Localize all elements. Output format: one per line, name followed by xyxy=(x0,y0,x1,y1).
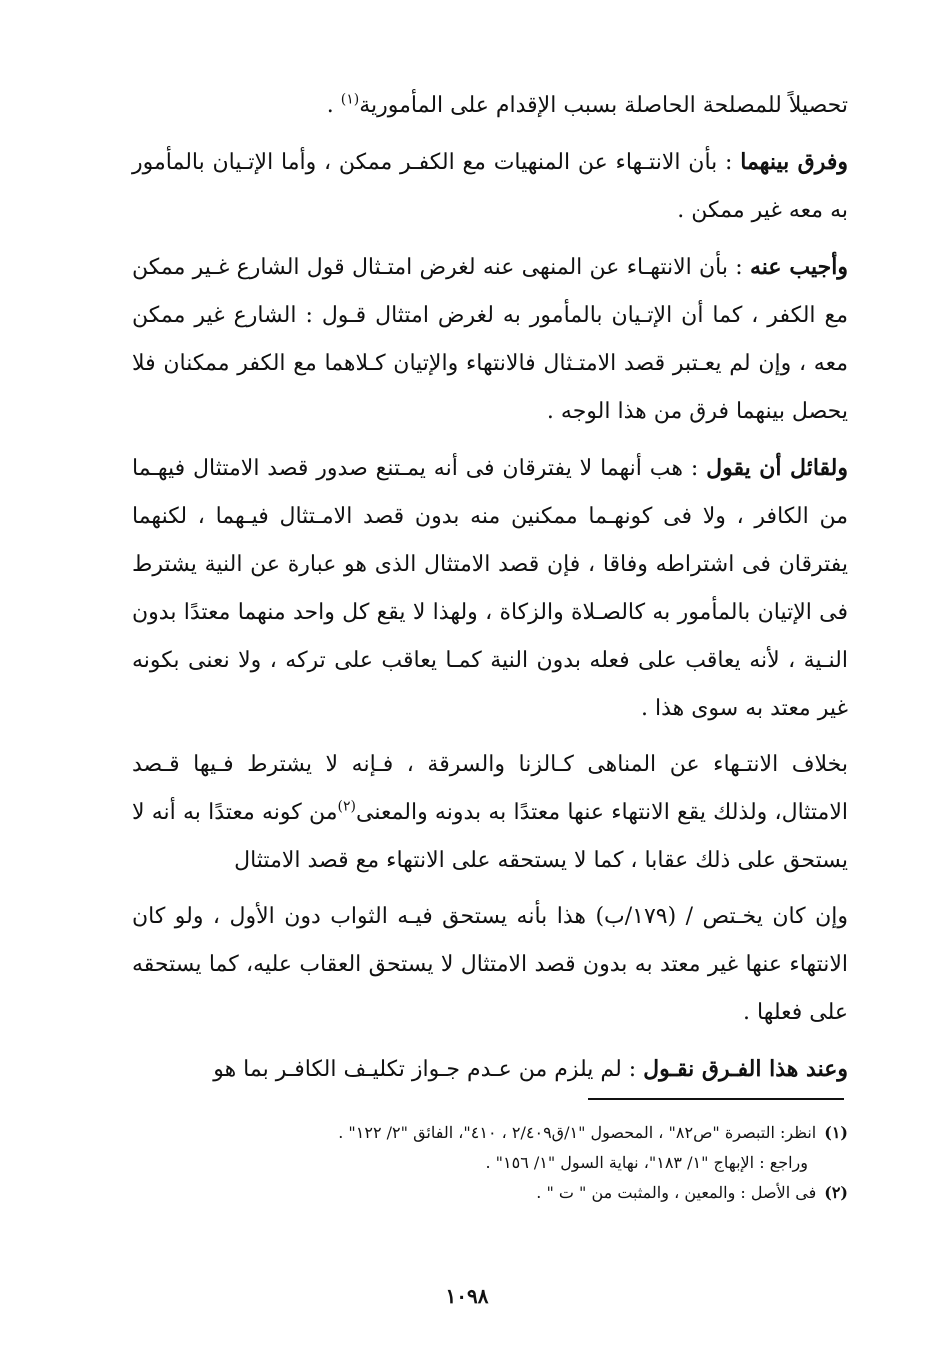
paragraph-7 xyxy=(132,1045,848,1094)
footnote-1-continuation xyxy=(132,1148,848,1178)
paragraph-tail: . xyxy=(326,93,341,118)
paragraph-tail: من كونه معتدًا به أنه لا يستحق على ذلك عقابا ، كما لا يستحقه على الانتهاء مع قصد الامتثال xyxy=(132,800,848,873)
footnote-1 xyxy=(132,1118,848,1148)
footnote-separator xyxy=(588,1098,844,1100)
paragraph-lead: وأجيب عنه xyxy=(749,254,849,280)
paragraph-text: وإن كان يخـتص / (١٧٩/ب) هذا بأنه يستحق فيـه الثواب دون الأول ، ولو كان الانتهاء عنها غير معتد به بدون قصد الامتثال لا يستحق العقاب عليه، كما يستحقه على فعلها . xyxy=(132,904,848,1025)
footnote-text: انظر: التبصرة "ص٨٢" ، المحصول "١/ق٢/٤٠٩ ، ٤١٠"، الفائق "٢/ ١٢٢" . xyxy=(338,1123,817,1142)
paragraph-2 xyxy=(132,138,848,235)
paragraph-text: : هب أنهما لا يفترقان فى أنه يمـتنع صدور قصد الامتثال فيهـما من الكافر ، ولا فى كونهـما ممكنين منه بدون قصد الامـتثال فيـهما ، لكنهما يفترقان فى اشتراطه وفاقا ، فإن قصد الامتثال الذى هو عبارة عن النية يشترط فى الإتيان بالمأمور به كالصـلاة والزكاة ، ولهذا لا يقع كل واحد منهما معتدًا بدون النـية ، لأنه يعاقب على فعله بدون النية كمـا يعاقب على تركه ، ولا نعنى بكونه غير معتد به سوى هذا . xyxy=(132,456,849,721)
footnote-marker: (١) xyxy=(340,91,360,108)
paragraph-3 xyxy=(132,243,848,436)
paragraph-lead: ولقائل أن يقول xyxy=(706,455,848,481)
footnote-2 xyxy=(132,1178,848,1208)
footnotes xyxy=(132,1118,848,1208)
paragraph-6 xyxy=(132,893,848,1037)
paragraph-lead: وعند هذا الفـرق نقـول xyxy=(643,1056,848,1082)
paragraph-text: : بأن الانتـهاء عن المنهيات مع الكفـر ممكن ، وأما الإتـيان بالمأمور به معه غير ممكن . xyxy=(132,150,848,223)
main-text xyxy=(132,82,848,1102)
paragraph-1 xyxy=(132,82,848,130)
paragraph-text: تحصيلاً للمصلحة الحاصلة بسبب الإقدام على المأمورية xyxy=(359,93,848,118)
paragraph-text: : لم يلزم من عـدم جـواز تكليـف الكافـر بما هو xyxy=(213,1057,644,1082)
footnote-number: (١) xyxy=(824,1123,848,1142)
paragraph-lead: وفرق بينهما xyxy=(740,149,848,175)
footnote-text: وراجع : الإبهاج "١/ ١٨٣"، نهاية السول "١/ ١٥٦" . xyxy=(485,1153,808,1172)
paragraph-5 xyxy=(132,741,848,885)
paragraph-text: : بأن الانتهـاء عن المنهى عنه لغرض امتـثال قول الشارع غـير ممكن مع الكفر ، كما أن الإتـيان بالمأمور به لغرض امتثال قـول : الشارع غير ممكن معه ، وإن لم يعـتبر قصد الامتـثال فالانتهاء والإتيان كـلاهما مع الكفر ممكنان فلا يحصل بينهما فرق من هذا الوجه . xyxy=(132,255,848,424)
footnote-number: (٢) xyxy=(824,1183,848,1202)
paragraph-4 xyxy=(132,444,848,733)
footnote-text: فى الأصل : والمعين ، والمثبت من " ت " . xyxy=(536,1183,817,1202)
paragraph-text: بخلاف الانتـهاء عن المناهى كـالزنا والسرقة ، فـإنه لا يشترط فـيها قـصد الامتثال، ولذلك يقع الانتهاء عنها معتدًا به بدونه والمعنى xyxy=(132,752,849,825)
footnote-marker: (٢) xyxy=(337,798,356,815)
page-number: ١٠٩٨ xyxy=(445,1284,489,1308)
